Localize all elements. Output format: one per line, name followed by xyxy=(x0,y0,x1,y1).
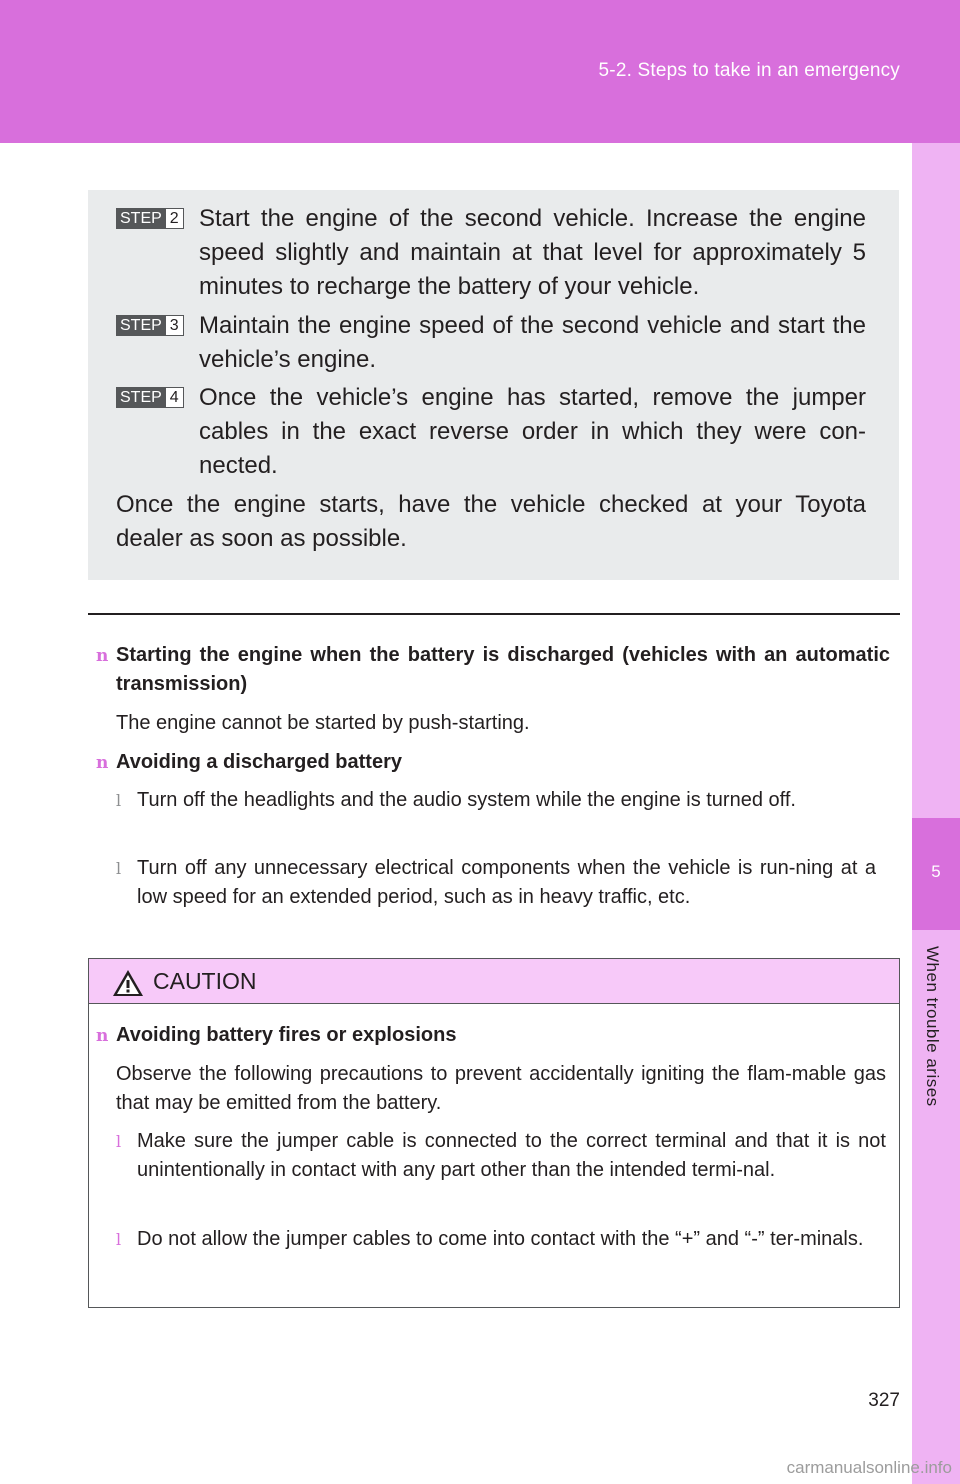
bullet-marker: l xyxy=(116,1230,122,1249)
chapter-number: 5 xyxy=(931,862,941,881)
step-badge-label: STEP xyxy=(116,208,166,229)
list-item-text: Turn off any unnecessary electrical components when the vehicle is run-ning at a low speed for an extended period, such as in heavy traffic, etc. xyxy=(137,857,876,908)
list-item xyxy=(116,1127,886,1185)
section-divider xyxy=(88,613,900,615)
caution-title: CAUTION xyxy=(153,968,257,994)
heading-marker: n xyxy=(96,1026,109,1046)
step-badge-label: STEP xyxy=(116,387,166,408)
list-item-text: Do not allow the jumper cables to come into contact with the “+” and “-” ter-minals. xyxy=(137,1228,864,1250)
note-heading xyxy=(96,748,890,777)
warning-triangle-icon xyxy=(111,968,145,998)
caution-header xyxy=(89,959,899,1004)
watermark: carmanualsonline.info xyxy=(786,1458,952,1477)
section-title: 5-2. Steps to take in an emergency xyxy=(598,60,900,81)
note-heading xyxy=(96,641,890,699)
bullet-marker: l xyxy=(116,791,122,810)
caution-heading xyxy=(96,1021,890,1050)
list-item-text: Make sure the jumper cable is connected to the correct terminal and that it is not unintentionally in contact with any part other than the intended termi-nal. xyxy=(137,1130,886,1181)
step-badge xyxy=(116,208,184,229)
side-tab xyxy=(912,143,960,1484)
list-item xyxy=(116,854,876,912)
note-body: The engine cannot be started by push-starting. xyxy=(116,712,530,734)
step-text: Once the vehicle’s engine has started, remove the jumper cables in the exact reverse order in which they were con-nected. xyxy=(199,384,866,479)
step-badge-number: 3 xyxy=(166,315,184,336)
note-heading-text: Avoiding a discharged battery xyxy=(116,751,402,773)
step-badge-label: STEP xyxy=(116,315,166,336)
step-text: Start the engine of the second vehicle. Increase the engine speed slightly and maintain at that level for approximately 5 minutes to recharge the battery of your vehicle. xyxy=(199,205,866,300)
caution-heading-text: Avoiding battery fires or explosions xyxy=(116,1024,457,1046)
list-item xyxy=(116,786,876,815)
step-badge xyxy=(116,387,184,408)
step-text: Maintain the engine speed of the second vehicle and start the vehicle’s engine. xyxy=(199,312,866,373)
list-item xyxy=(116,1225,886,1254)
step-badge-number: 4 xyxy=(166,387,184,408)
bullet-marker: l xyxy=(116,1132,122,1151)
heading-marker: n xyxy=(96,753,109,773)
heading-marker: n xyxy=(96,646,109,666)
panel-note: Once the engine starts, have the vehicle checked at your Toyota dealer as soon as possible. xyxy=(116,491,866,552)
bullet-marker: l xyxy=(116,859,122,878)
page-number: 327 xyxy=(868,1390,900,1411)
step-badge xyxy=(116,315,184,336)
note-heading-text: Starting the engine when the battery is discharged (vehicles with an automatic transmission) xyxy=(116,644,890,695)
list-item-text: Turn off the headlights and the audio system while the engine is turned off. xyxy=(137,789,796,811)
step-badge-number: 2 xyxy=(166,208,184,229)
chapter-title: When trouble arises xyxy=(923,946,942,1107)
caution-body: Observe the following precautions to prevent accidentally igniting the flam-mable gas that may be emitted from the battery. xyxy=(116,1063,886,1114)
